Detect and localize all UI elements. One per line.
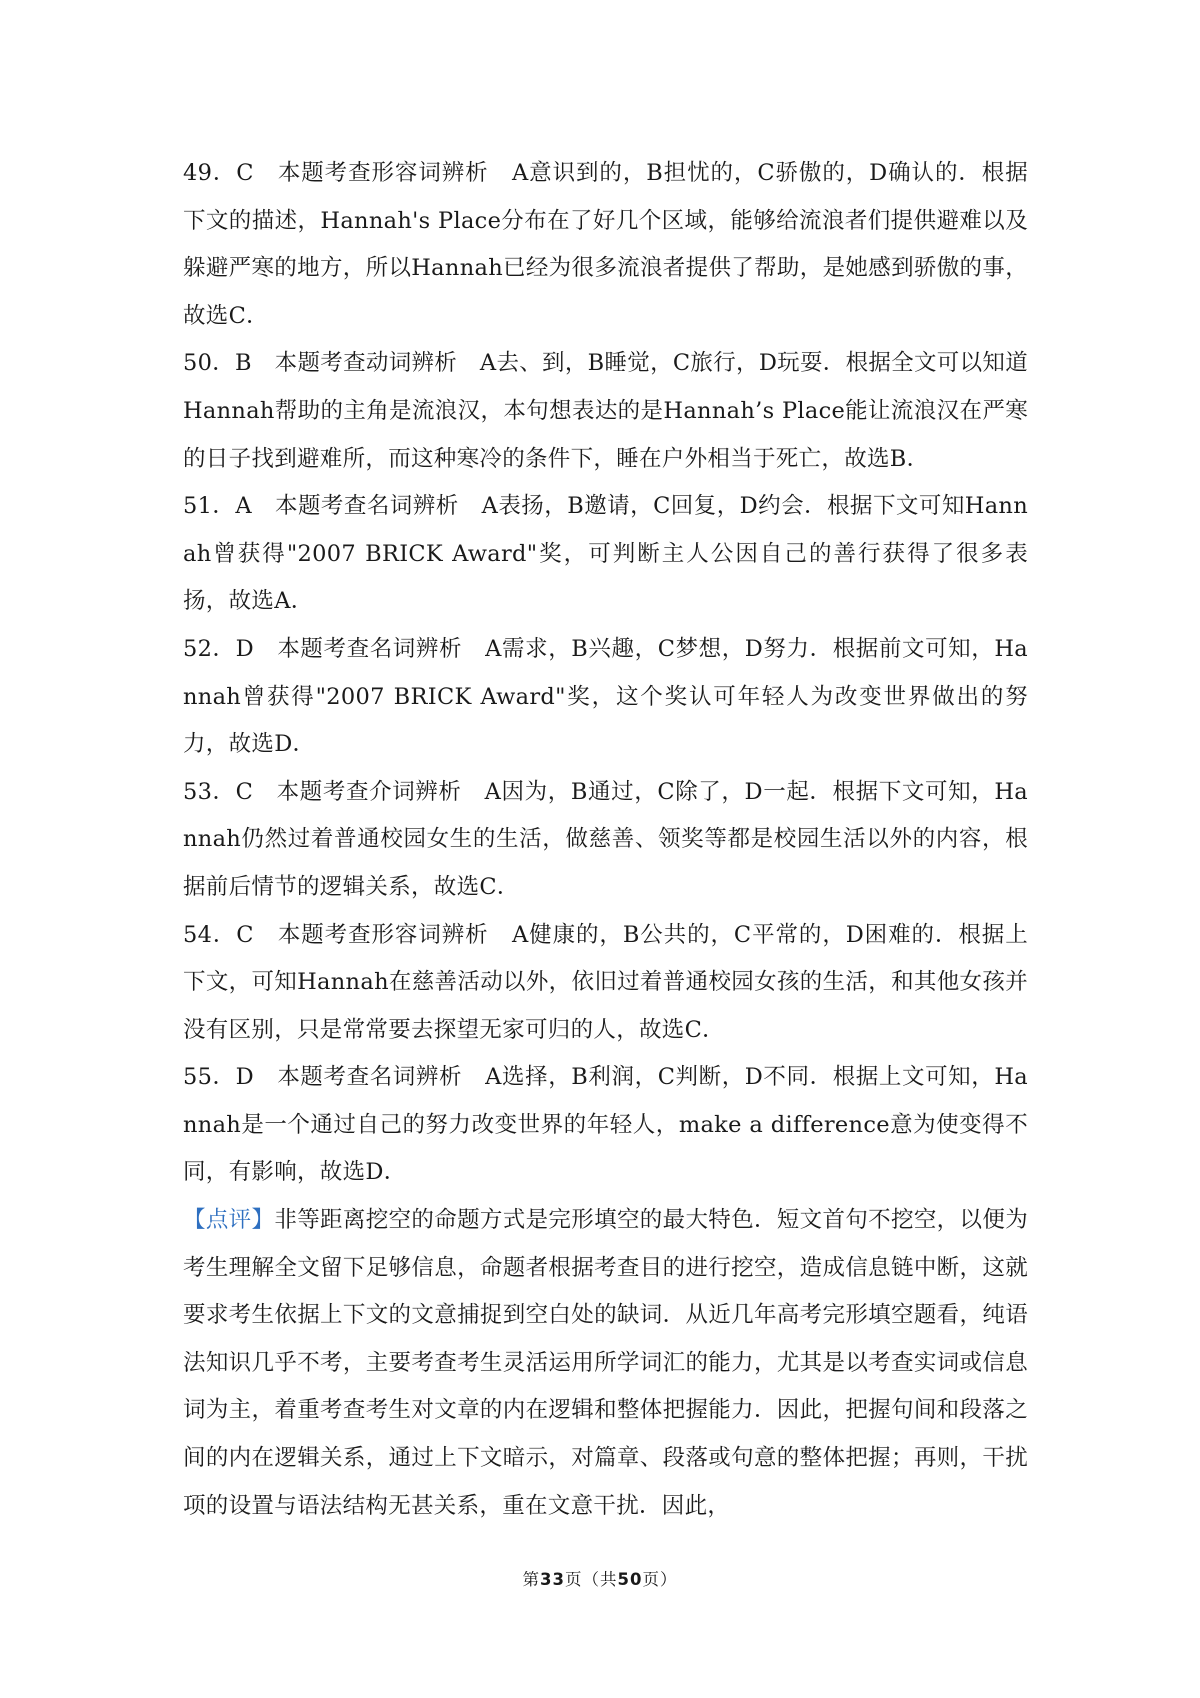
answer-54-explanation: 54．C 本题考查形容词辨析 A健康的，B公共的，C平常的，D困难的．根据上下文，可知Hannah在慈善活动以外，依旧过着普通校园女孩的生活，和其他女孩并没有区别，只是常常要去探望无家可归的人，故选C． [183,921,1028,1043]
footer-prefix: 第 [522,1570,541,1589]
answer-50-explanation: 50．B 本题考查动词辨析 A去、到，B睡觉，C旅行，D玩耍．根据全文可以知道Hannah帮助的主角是流浪汉，本句想表达的是Hannah’s Place能让流浪汉在严寒的日子找到避难所，而这种寒冷的条件下，睡在户外相当于死亡，故选B． [183,350,1028,472]
answer-49-explanation: 49．C 本题考查形容词辨析 A意识到的，B担忧的，C骄傲的，D确认的．根据下文的描述，Hannah's Place分布在了好几个区域，能够给流浪者们提供避难以及躲避严寒的地方，所以Hannah已经为很多流浪者提供了帮助，是她感到骄傲的事，故选C． [183,160,1028,329]
comment-text: 非等距离挖空的命题方式是完形填空的最大特色．短文首句不挖空，以便为考生理解全文留下足够信息，命题者根据考查目的进行挖空，造成信息链中断，这就要求考生依据上下文的文意捕捉到空白处的缺词．从近几年高考完形填空题看，纯语法知识几乎不考，主要考查考生灵活运用所学词汇的能力，尤其是以考查实词或信息词为主，着重考查考生对文章的内在逻辑和整体把握能力．因此，把握句间和段落之间的内在逻辑关系，通过上下文暗示，对篇章、段落或句意的整体把握；再则，干扰项的设置与语法结构无甚关系，重在文意干扰．因此， [183,1207,1028,1519]
answer-52-explanation: 52．D 本题考查名词辨析 A需求，B兴趣，C梦想，D努力．根据前文可知，Hannah曾获得"2007 BRICK Award"奖，这个奖认可年轻人为改变世界做出的努力，故选D． [183,635,1028,758]
answer-55-explanation: 55．D 本题考查名词辨析 A选择，B利润，C判断，D不同．根据上文可知，Hannah是一个通过自己的努力改变世界的年轻人，make a difference意为使变得不同，有影响，故选D． [183,1064,1028,1186]
page-footer [0,1566,1200,1590]
footer-page-number: 33 [540,1570,565,1589]
page-content [183,150,1028,1530]
answer-53-explanation: 53．C 本题考查介词辨析 A因为，B通过，C除了，D一起．根据下文可知，Hannah仍然过着普通校园女生的生活，做慈善、领奖等都是校园生活以外的内容，根据前后情节的逻辑关系，故选C． [183,778,1028,900]
footer-suffix: 页） [642,1570,678,1589]
footer-middle: 页（共 [565,1570,618,1589]
comment-tag: 【点评】 [183,1207,275,1234]
answer-51-explanation: 51．A 本题考查名词辨析 A表扬，B邀请，C回复，D约会．根据下文可知Hannah曾获得"2007 BRICK Award"奖，可判断主人公因自己的善行获得了很多表扬，故选A． [183,493,1028,615]
comment-paragraph [183,1197,1028,1530]
footer-total-pages: 50 [617,1570,643,1589]
